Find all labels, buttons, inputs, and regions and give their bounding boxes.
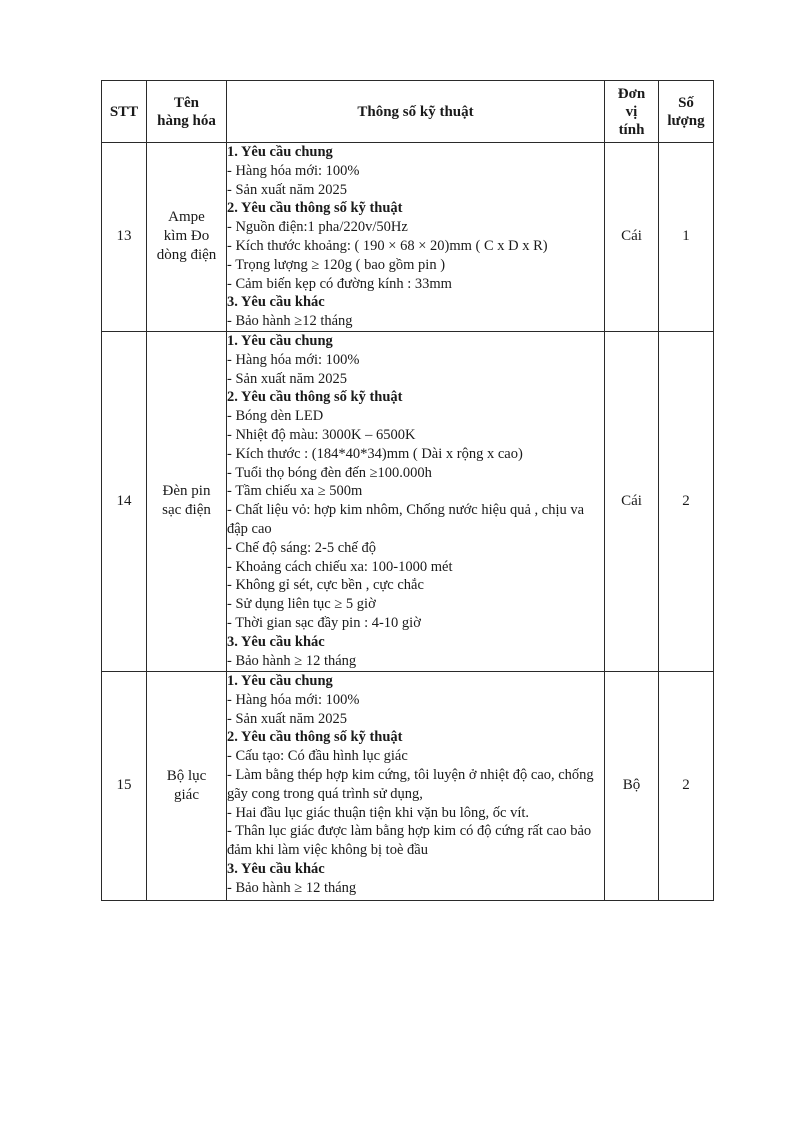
header-unit-line: Đơn	[617, 85, 646, 102]
spec-section-title: 2. Yêu cầu thông số kỹ thuật	[227, 389, 403, 406]
row-stt: 14	[102, 331, 147, 671]
row-spec	[227, 331, 605, 671]
row-unit: Bộ	[605, 671, 659, 900]
row-name-line: sạc điện	[162, 502, 211, 519]
spec-line: - Khoảng cách chiếu xa: 100-1000 mét	[227, 558, 453, 575]
spec-line: - Thời gian sạc đầy pin : 4-10 giờ	[227, 614, 421, 631]
spec-line: - Trọng lượng ≥ 120g ( bao gồm pin )	[227, 256, 446, 273]
spec-line: - Chế độ sáng: 2-5 chế độ	[227, 539, 376, 556]
row-spec	[227, 671, 605, 900]
spec-section-title: 1. Yêu cầu chung	[227, 672, 333, 689]
spec-line: - Nhiệt độ màu: 3000K – 6500K	[227, 426, 416, 443]
header-name-line: Tên	[173, 94, 199, 111]
spec-line: - Sản xuất năm 2025	[227, 710, 348, 727]
spec-line: - Bảo hành ≥12 tháng	[227, 313, 353, 330]
spec-line: - Hàng hóa mới: 100%	[227, 691, 360, 708]
header-unit	[605, 81, 659, 143]
table-row	[102, 331, 714, 671]
spec-section-title: 3. Yêu cầu khác	[227, 860, 325, 877]
spec-line: - Kích thước : (184*40*34)mm ( Dài x rộng x cao)	[227, 445, 523, 462]
spec-section-title: 1. Yêu cầu chung	[227, 144, 333, 160]
spec-section-title: 1. Yêu cầu chung	[227, 332, 333, 349]
row-unit: Cái	[605, 331, 659, 671]
spec-line: - Làm bằng thép hợp kim cứng, tôi luyện ở nhiệt độ cao, chống gãy cong trong quá trình sử dụng,	[227, 766, 594, 802]
row-name-line: dòng điện	[156, 247, 217, 264]
spec-line: - Bảo hành ≥ 12 tháng	[227, 652, 357, 669]
row-name	[147, 143, 227, 332]
row-unit: Cái	[605, 143, 659, 332]
header-qty-line: Số	[678, 94, 694, 111]
row-spec	[227, 143, 605, 332]
spec-line: - Thân lục giác được làm bằng hợp kim có độ cứng rất cao bảo đảm khi làm việc không bị toè đầu	[227, 823, 592, 859]
spec-line: - Tuổi thọ bóng đèn đến ≥100.000h	[227, 464, 432, 481]
spec-line: - Cấu tạo: Có đầu hình lục giác	[227, 748, 408, 765]
spec-line: - Tầm chiếu xa ≥ 500m	[227, 483, 363, 500]
header-unit-line: vị	[625, 103, 638, 120]
header-spec: Thông số kỹ thuật	[227, 81, 605, 143]
row-stt: 13	[102, 143, 147, 332]
spec-section-title: 3. Yêu cầu khác	[227, 633, 325, 650]
header-qty	[659, 81, 714, 143]
row-name	[147, 331, 227, 671]
spec-section-title: 2. Yêu cầu thông số kỹ thuật	[227, 200, 403, 217]
spec-line: - Sử dụng liên tục ≥ 5 giờ	[227, 596, 376, 613]
row-qty: 1	[659, 143, 714, 332]
spec-line: - Kích thước khoảng: ( 190 × 68 × 20)mm ( C x D x R)	[227, 237, 548, 254]
spec-line: - Sản xuất năm 2025	[227, 370, 348, 387]
row-name-line: giác	[174, 786, 199, 803]
spec-line: - Hai đầu lục giác thuận tiện khi vặn bu lông, ốc vít.	[227, 804, 530, 821]
row-name-line: Ampe	[168, 209, 205, 226]
header-row	[102, 81, 714, 143]
row-name-line: kìm Đo	[163, 228, 210, 245]
header-name-line: hàng hóa	[157, 112, 216, 129]
spec-section-title: 2. Yêu cầu thông số kỹ thuật	[227, 729, 403, 746]
spec-line: - Bảo hành ≥ 12 tháng	[227, 879, 357, 896]
spec-line: - Nguồn điện:1 pha/220v/50Hz	[227, 219, 408, 236]
row-stt: 15	[102, 671, 147, 900]
header-name	[147, 81, 227, 143]
row-qty: 2	[659, 331, 714, 671]
spec-line: - Bóng dèn LED	[227, 408, 324, 425]
row-name	[147, 671, 227, 900]
spec-line: - Hàng hóa mới: 100%	[227, 162, 360, 179]
spec-line: - Chất liệu vỏ: hợp kim nhôm, Chống nước hiệu quả , chịu va đập cao	[227, 502, 585, 537]
spec-line: - Hàng hóa mới: 100%	[227, 351, 360, 368]
row-name-line: Đèn pin	[162, 483, 211, 500]
spec-section-title: 3. Yêu cầu khác	[227, 294, 325, 311]
spec-line: - Không gỉ sét, cực bền , cực chắc	[227, 577, 424, 594]
row-qty: 2	[659, 671, 714, 900]
table-row	[102, 671, 714, 900]
row-name-line: Bộ lục	[166, 767, 207, 784]
table-row	[102, 143, 714, 332]
header-qty-line: lượng	[667, 112, 705, 129]
header-stt: STT	[102, 81, 147, 143]
header-unit-line: tính	[618, 121, 645, 138]
spec-line: - Cảm biến kẹp có đường kính : 33mm	[227, 275, 452, 292]
spec-line: - Sản xuất năm 2025	[227, 181, 348, 198]
spec-table	[101, 80, 714, 901]
